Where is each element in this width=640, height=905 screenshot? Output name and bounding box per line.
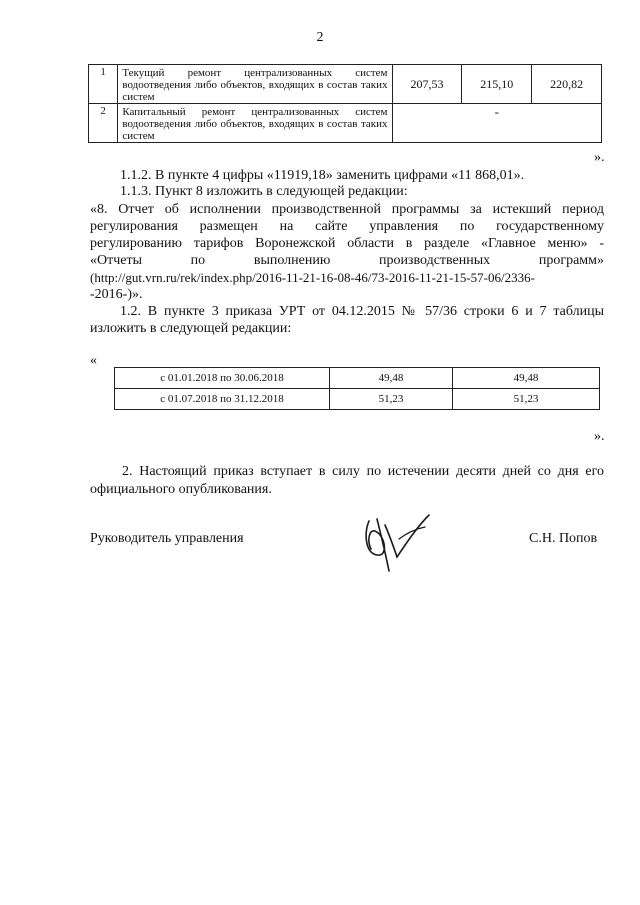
paragraph-1-1-2: 1.1.2. В пункте 4 цифры «11919,18» заменить цифрами «11 868,01». [120, 168, 525, 183]
signatory-title: Руководитель управления [90, 531, 244, 546]
row-number: 1 [89, 65, 118, 104]
item-8-line-1: «8. Отчет об исполнении производственной программы за истекший период [90, 202, 604, 217]
closing-quote: ». [594, 150, 605, 165]
paragraph-1-2-line-2: изложить в следующей редакции: [90, 321, 292, 336]
paragraph-2-line-1: 2. Настоящий приказ вступает в силу по истечении десяти дней со дня его [122, 464, 604, 479]
repair-cost-table [88, 64, 602, 143]
signatory-name: С.Н. Попов [529, 531, 598, 546]
paragraph-2-line-2: официального опубликования. [90, 482, 272, 497]
closing-quote: ». [594, 429, 605, 444]
paragraph-1-1-3: 1.1.3. Пункт 8 изложить в следующей редакции: [120, 184, 408, 199]
tariff-period-table [114, 367, 600, 410]
table-row [115, 368, 600, 389]
item-8-line-4: «Отчеты по выполнению производственных программ» [90, 253, 604, 268]
item-8-line-6: -2016-)». [90, 287, 143, 302]
item-8-url-line: (http://gut.vrn.ru/rek/index.php/2016-11-21-16-08-46/73-2016-11-21-15-57-06/2336- [90, 270, 535, 285]
value-cell: 49,48 [453, 368, 600, 389]
row-description: Текущий ремонт централизованных систем водоотведения либо объектов, входящих в состав таких систем [118, 65, 392, 104]
period-cell: с 01.07.2018 по 31.12.2018 [115, 389, 330, 410]
row-number: 2 [89, 104, 118, 143]
empty-value-dash: - [392, 104, 601, 143]
value-cell: 220,82 [532, 65, 602, 104]
page-number: 2 [316, 30, 324, 45]
item-8-line-3: регулированию тарифов Воронежской области в разделе «Главное меню» - [90, 236, 604, 251]
period-cell: с 01.01.2018 по 30.06.2018 [115, 368, 330, 389]
table-row [89, 65, 602, 104]
item-8-line-2: регулирования размещен на сайте управления по государственному [90, 219, 604, 234]
opening-quote: « [90, 353, 97, 368]
table-row [115, 389, 600, 410]
value-cell: 51,23 [453, 389, 600, 410]
paragraph-1-2-line-1: 1.2. В пункте 3 приказа УРТ от 04.12.2015 № 57/36 строки 6 и 7 таблицы [120, 304, 604, 319]
value-cell: 207,53 [392, 65, 462, 104]
table-row [89, 104, 602, 143]
handwritten-signature [355, 505, 440, 575]
value-cell: 51,23 [330, 389, 453, 410]
value-cell: 49,48 [330, 368, 453, 389]
value-cell: 215,10 [462, 65, 532, 104]
row-description: Капитальный ремонт централизованных систем водоотведения либо объектов, входящих в состав таких систем [118, 104, 392, 143]
